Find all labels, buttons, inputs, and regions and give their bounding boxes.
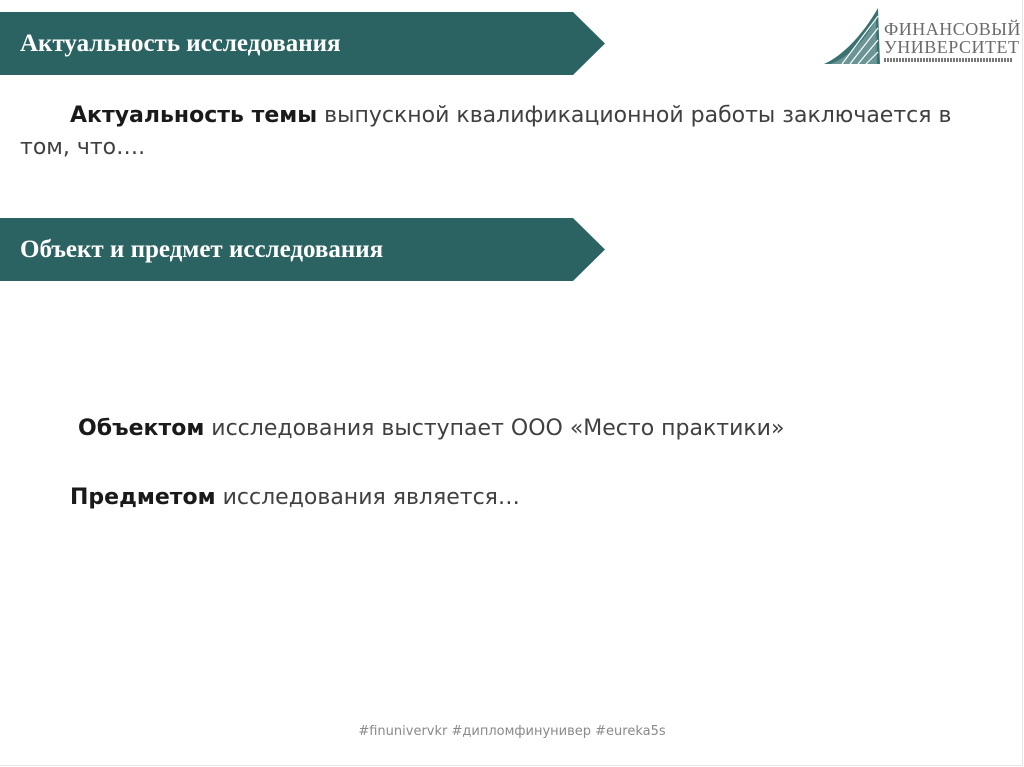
subject-paragraph [70, 482, 520, 514]
university-logo [822, 6, 1021, 68]
logo-line-2: УНИВЕРСИТЕТ [884, 37, 1020, 57]
object-paragraph [78, 413, 784, 445]
relevance-text: выпускной квалификационной работы заключается в том, что…. [20, 103, 952, 160]
logo-line-1: ФИНАНСОВЫЙ [884, 19, 1021, 39]
relevance-paragraph [20, 100, 970, 164]
footer-hashtags: #finunivervkr #дипломфинунивер #eureka5s [358, 724, 666, 739]
relevance-banner [0, 12, 605, 75]
object-subject-banner [0, 218, 605, 281]
object-bold: Объектом [78, 416, 205, 441]
logo-tagline [884, 58, 1012, 62]
university-wing-logo-icon [822, 6, 892, 68]
relevance-banner-title: Актуальность исследования [20, 30, 341, 57]
object-subject-banner-title: Объект и предмет исследования [20, 236, 384, 263]
object-text: исследования выступает ООО «Место практики» [204, 416, 785, 441]
subject-bold: Предметом [70, 485, 216, 510]
relevance-bold: Актуальность темы [70, 103, 318, 128]
subject-text: исследования является… [215, 485, 520, 510]
